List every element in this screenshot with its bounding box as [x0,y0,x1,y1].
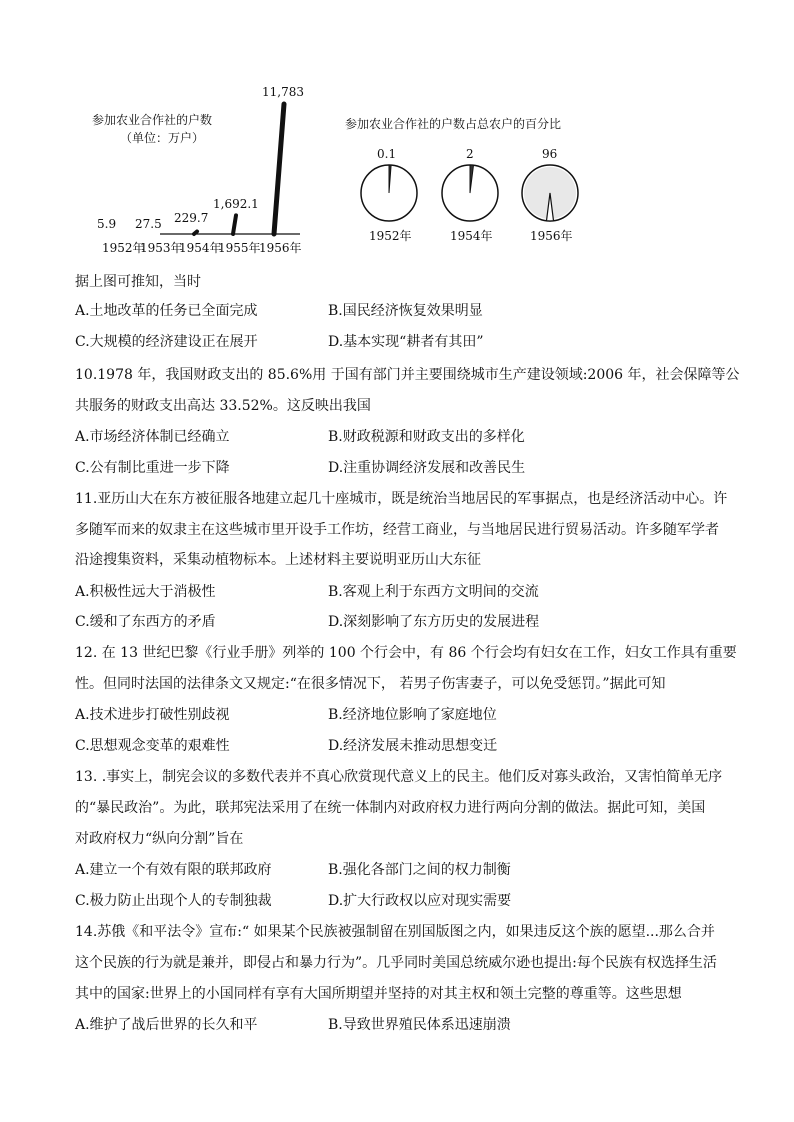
households-bars [97,85,304,255]
q12-option-d: D.经济发展未推动思想变迁 [328,738,498,754]
percentage-pies [361,147,578,243]
q13-option-a: A.建立一个有效有限的联邦政府 [75,862,272,878]
q14-line-2: 这个民族的行为就是兼并，即侵占和暴力行为”。几乎同时美国总统威尔逊也提出:每个民族有权选择生活 [75,955,717,971]
q9-option-a: A.土地改革的任务已全面完成 [75,303,258,319]
q12-line-1: 12. 在 13 世纪巴黎《行业手册》列举的 100 个行会中，有 86 个行会均有妇女在工作，妇女工作具有重要 [75,645,737,661]
q13-option-b: B.强化各部门之间的权力制衡 [328,862,511,878]
q11-line-2: 多随军而来的奴隶主在这些城市里开设手工作坊，经营工商业，与当地居民进行贸易活动。许多随军学者 [75,522,719,538]
q12-option-b: B.经济地位影响了家庭地位 [328,707,497,723]
households-bar-1956年 [274,104,284,234]
pie-value-label: 96 [542,147,558,161]
households-category-label: 1954年 [179,241,222,255]
figure-svg [0,0,794,270]
q9-option-d: D.基本实现“耕者有其田” [328,334,484,350]
q13-line-1: 13. .事实上，制宪会议的多数代表并不真心欣赏现代意义上的民主。他们反对寡头政治，又害怕简单无序 [75,769,723,785]
q14-line-3: 其中的国家:世界上的小国同样有享有大国所期望并坚持的对其主权和领土完整的尊重等。这些思想 [75,986,682,1002]
figure-area [0,0,794,270]
q10-line-2: 共服务的财政支出高达 33.52%。这反映出我国 [75,398,371,414]
lead-in-text: 据上图可推知，当时 [75,274,201,290]
q10-option-b: B.财政税源和财政支出的多样化 [328,429,525,445]
households-value-label: 5.9 [97,217,117,231]
households-category-label: 1955年 [218,241,261,255]
q12-line-2: 性。但同时法国的法律条文又规定:“在很多情况下， 若男子伤害妻子，可以免受惩罚。”据此可知 [75,676,666,692]
households-bar-1955年 [233,215,236,234]
pie-category-label: 1954年 [450,229,493,243]
q10-option-a: A.市场经济体制已经确立 [75,429,230,445]
q14-line-1: 14.苏俄《和平法令》宣布:“ 如果某个民族被强制留在别国版图之内，如果违反这个族的愿望...那么合并 [75,924,715,940]
households-value-label: 27.5 [135,217,162,231]
q14-option-b: B.导致世界殖民体系迅速崩溃 [328,1017,511,1033]
percentage-chart [345,116,578,243]
pie-category-label: 1956年 [530,229,573,243]
q10-option-d: D.注重协调经济发展和改善民生 [328,460,526,476]
q9-option-c: C.大规模的经济建设正在展开 [75,334,258,350]
q12-option-a: A.技术进步打破性别歧视 [75,707,230,723]
q11-line-3: 沿途搜集资料，采集动植物标本。上述材料主要说明亚历山大东征 [75,552,481,568]
percentage-chart-title: 参加农业合作社的户数占总农户的百分比 [345,117,562,131]
q13-option-d: D.扩大行政权以应对现实需要 [328,893,512,909]
q11-line-1: 11.亚历山大在东方被征服各地建立起几十座城市，既是统治当地居民的军事据点，也是经济活动中心。许 [75,491,728,507]
households-chart-title: 参加农业合作社的户数 [92,113,213,127]
q9-option-b: B.国民经济恢复效果明显 [328,303,483,319]
households-category-label: 1953年 [140,241,183,255]
q13-option-c: C.极力防止出现个人的专制独裁 [75,893,272,909]
q11-option-b: B.客观上利于东西方文明间的交流 [328,584,539,600]
pie-value-label: 2 [466,147,474,161]
households-value-label: 229.7 [174,211,209,225]
q13-line-3: 对政府权力“纵向分割”旨在 [75,831,244,847]
households-bar-1954年 [194,231,197,234]
households-value-label: 11,783 [262,85,304,99]
households-category-label: 1952年 [102,241,145,255]
q11-option-d: D.深刻影响了东方历史的发展进程 [328,614,540,630]
q10-line-1: 10.1978 年，我国财政支出的 85.6%用 于国有部门并主要围绕城市生产建设领域:2006 年，社会保障等公 [75,367,740,383]
q13-line-2: 的“暴民政治”。为此，联邦宪法采用了在统一体制内对政府权力进行两向分割的做法。据此可知，美国 [75,800,706,816]
q10-option-c: C.公有制比重进一步下降 [75,460,230,476]
households-chart-unit: （单位：万户） [120,131,205,145]
pie-category-label: 1952年 [369,229,412,243]
pie-value-label: 0.1 [377,147,397,161]
households-chart [92,85,304,255]
q12-option-c: C.思想观念变革的艰难性 [75,738,230,754]
households-category-label: 1956年 [259,241,302,255]
q11-option-c: C.缓和了东西方的矛盾 [75,614,216,630]
households-value-label: 1,692.1 [213,197,259,211]
q11-option-a: A.积极性远大于消极性 [75,584,216,600]
q14-option-a: A.维护了战后世界的长久和平 [75,1017,258,1033]
